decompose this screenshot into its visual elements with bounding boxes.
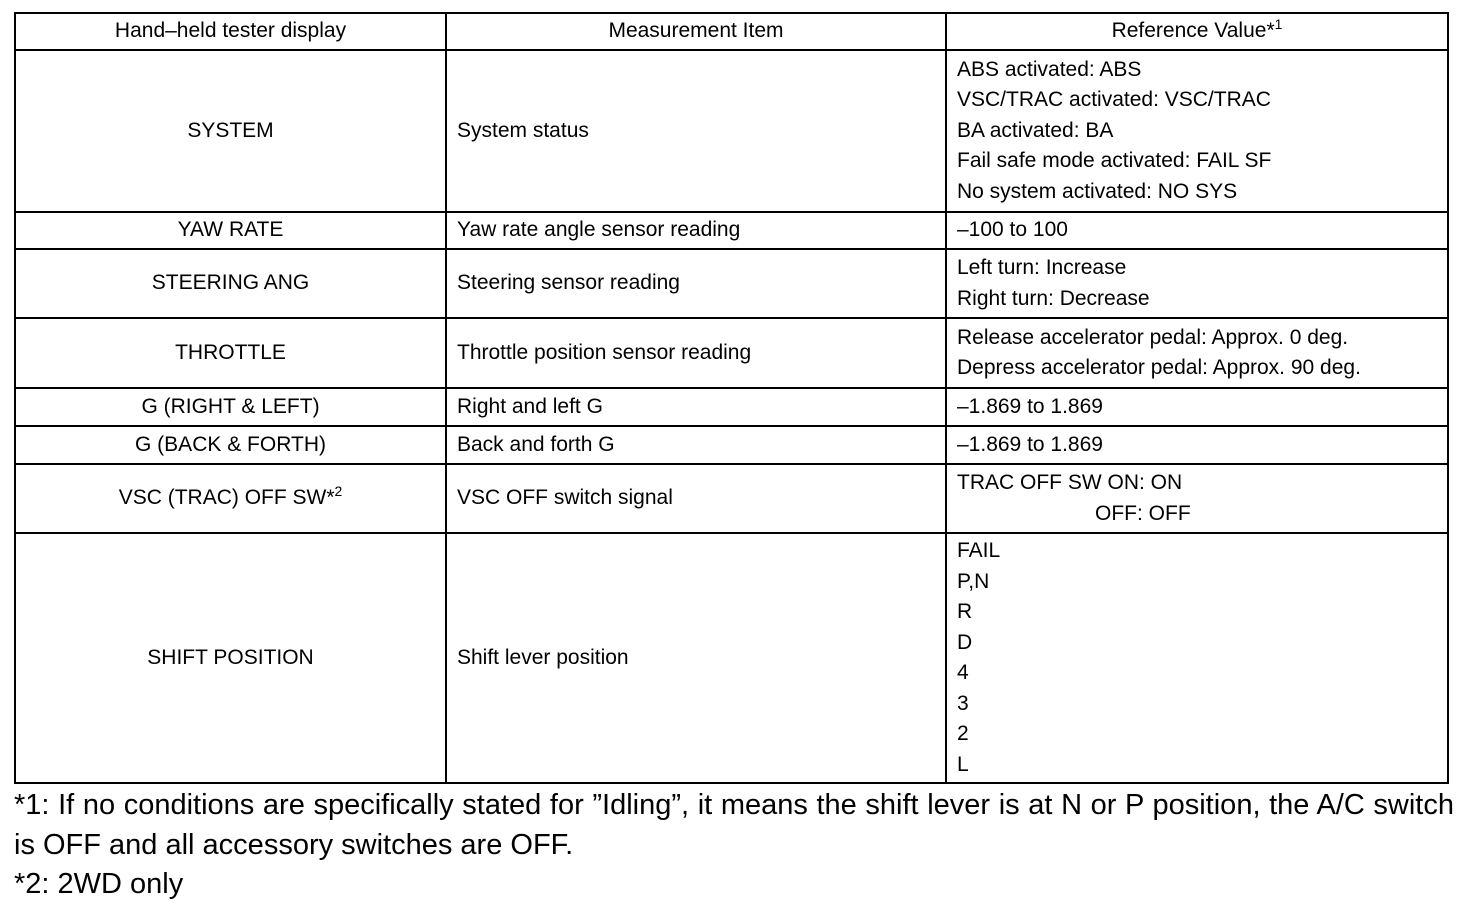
- table-row-shift-position: [15, 533, 1448, 783]
- cell-display: G (BACK & FORTH): [15, 426, 446, 464]
- footnote-ref-1: 1: [1274, 16, 1283, 33]
- reference-line: No system activated: NO SYS: [957, 179, 1238, 203]
- table-header-row: [15, 13, 1448, 50]
- reference-line: Depress accelerator pedal: Approx. 90 deg.: [957, 356, 1361, 379]
- reference-line: TRAC OFF SW ON: ON: [957, 471, 1183, 494]
- cell-reference: [946, 212, 1448, 249]
- reference-line: P,N: [957, 569, 990, 593]
- reference-line: Release accelerator pedal: Approx. 0 deg.: [957, 325, 1349, 349]
- cell-display: G (RIGHT & LEFT): [15, 388, 446, 426]
- table-row-g-back-forth: [15, 426, 1448, 464]
- reference-line: 4: [957, 661, 969, 684]
- cell-reference: [946, 388, 1448, 426]
- reference-line: –1.869 to 1.869: [957, 432, 1103, 456]
- cell-reference: [946, 533, 1448, 783]
- cell-display: SYSTEM: [15, 50, 446, 212]
- header-reference-value: Reference Value*$^1$: [946, 13, 1448, 50]
- cell-reference: [946, 464, 1448, 533]
- cell-item: Back and forth G: [446, 426, 946, 464]
- cell-display: YAW RATE: [15, 212, 446, 249]
- reference-line: –1.869 to 1.869: [957, 394, 1103, 418]
- reference-line: –100 to 100: [957, 218, 1068, 242]
- cell-item: Throttle position sensor reading: [446, 318, 946, 388]
- reference-line: OFF: OFF: [1095, 501, 1191, 525]
- reference-line: L: [957, 752, 969, 776]
- cell-item: Shift lever position: [446, 533, 946, 783]
- footnote-2: *2: 2WD only: [14, 868, 184, 900]
- reference-line: FAIL: [957, 539, 1001, 562]
- cell-item: Right and left G: [446, 388, 946, 426]
- cell-item: VSC OFF switch signal: [446, 464, 946, 533]
- reference-line: BA activated: BA: [957, 118, 1114, 142]
- reference-value-table: [14, 12, 1449, 784]
- cell-display: VSC (TRAC) OFF SW*$^2$: [15, 464, 446, 533]
- cell-item: Yaw rate angle sensor reading: [446, 212, 946, 249]
- cell-reference: [946, 50, 1448, 212]
- reference-line: Right turn: Decrease: [957, 286, 1150, 310]
- table-row-yaw-rate: [15, 212, 1448, 249]
- cell-display: STEERING ANG: [15, 249, 446, 318]
- reference-line: Fail safe mode activated: FAIL SF: [957, 149, 1272, 173]
- reference-line: 2: [957, 722, 969, 745]
- reference-line: VSC/TRAC activated: VSC/TRAC: [957, 88, 1271, 112]
- footnote-1: *1: If no conditions are specifically stated for ”Idling”, it means the shift lever is at N or P position, the A/C switch is OFF and all accessory switches are OFF.: [14, 789, 1454, 861]
- cell-reference: [946, 249, 1448, 318]
- table-row-system: [15, 50, 1448, 212]
- reference-line: Left turn: Increase: [957, 256, 1127, 279]
- table-row-steering-ang: [15, 249, 1448, 318]
- cell-display: SHIFT POSITION: [15, 533, 446, 783]
- cell-item: Steering sensor reading: [446, 249, 946, 318]
- cell-reference: [946, 426, 1448, 464]
- footnote-ref-2: 2: [334, 483, 343, 500]
- table-row-throttle: [15, 318, 1448, 388]
- cell-reference: [946, 318, 1448, 388]
- reference-line: 3: [957, 691, 969, 715]
- header-measurement-item: Measurement Item: [446, 13, 946, 50]
- footnotes: [14, 786, 1454, 905]
- reference-line: ABS activated: ABS: [957, 57, 1142, 81]
- cell-display: THROTTLE: [15, 318, 446, 388]
- reference-line: D: [957, 630, 973, 654]
- table-row-g-right-left: [15, 388, 1448, 426]
- reference-line: R: [957, 600, 973, 623]
- cell-item: System status: [446, 50, 946, 212]
- header-tester-display: Hand–held tester display: [15, 13, 446, 50]
- table-row-vsc-off-sw: [15, 464, 1448, 533]
